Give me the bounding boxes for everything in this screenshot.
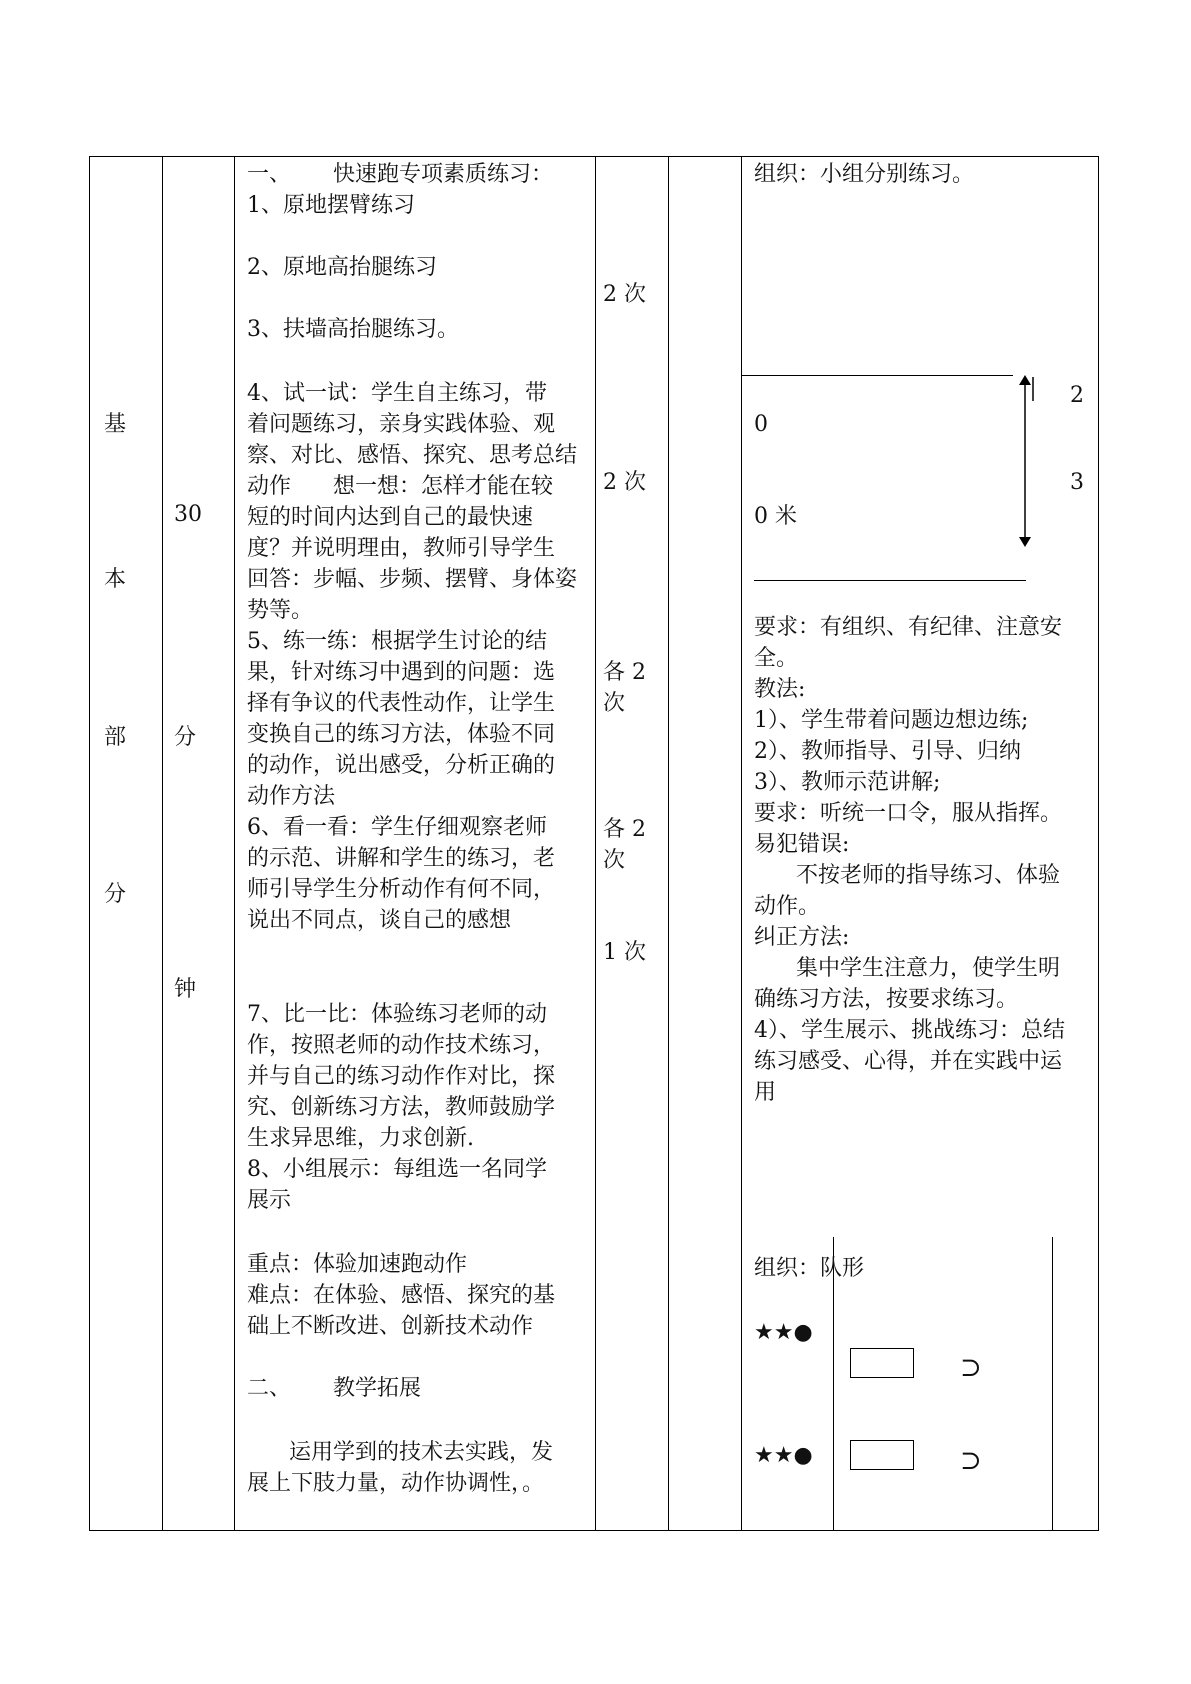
org-line: 要求：有组织、有纪律、注意安 [754, 615, 1063, 640]
content-line: 展示 [247, 1188, 292, 1213]
column-divider [234, 157, 235, 1530]
repeat-count: 2 次 [603, 470, 646, 495]
content-line: 2、原地高抬腿练习 [247, 255, 437, 280]
track-line [741, 375, 1013, 376]
content-line: 5、练一练：根据学生讨论的结 [247, 629, 547, 654]
org-line: 2）、教师指导、引导、归纳 [754, 739, 1021, 764]
distance-digit: 3 [1070, 470, 1084, 495]
content-line: 一、 快速跑专项素质练习： [247, 162, 553, 187]
chevron-right-icon: ⊃ [960, 1353, 982, 1383]
content-line: 师引导学生分析动作有何不同， [247, 877, 556, 902]
content-line: 度？并说明理由，教师引导学生 [247, 536, 556, 561]
org-line: 易犯错误: [754, 832, 850, 857]
track-line [754, 580, 1026, 581]
time-unit: 分 [174, 725, 197, 750]
content-line: 展上下肢力量，动作协调性，。 [247, 1471, 545, 1496]
section-char: 分 [104, 882, 127, 907]
org-line: 4）、学生展示、挑战练习：总结 [754, 1018, 1065, 1043]
org-line: 3）、教师示范讲解; [754, 770, 941, 795]
repeat-count: 次 [603, 691, 626, 716]
formation-label: 组织：队形 [754, 1256, 865, 1281]
org-line: 1）、学生带着问题边想边练; [754, 708, 1029, 733]
content-line: 7、比一比：体验练习老师的动 [247, 1002, 547, 1027]
org-line: 确练习方法，按要求练习。 [754, 987, 1019, 1012]
distance-digit: 2 [1070, 383, 1084, 408]
content-line: 难点：在体验、感悟、探究的基 [247, 1283, 556, 1308]
lane-line [1052, 1237, 1053, 1530]
org-line: 教法: [754, 677, 806, 702]
lesson-table [89, 156, 1099, 1531]
repeat-count: 2 次 [603, 282, 646, 307]
formation-row: ★★● [754, 1443, 813, 1468]
content-line: 回答：步幅、步频、摆臂、身体姿 [247, 567, 578, 592]
content-line: 的动作，说出感受，分析正确的 [247, 753, 556, 778]
time-value: 30 [174, 502, 202, 527]
column-divider [595, 157, 596, 1530]
content-line: 1、原地摆臂练习 [247, 193, 415, 218]
content-line: 果，针对练习中遇到的问题：选 [247, 660, 556, 685]
content-line: 作，按照老师的动作技术练习， [247, 1033, 556, 1058]
content-line: 势等。 [247, 598, 314, 623]
content-line: 8、小组展示：每组选一名同学 [247, 1157, 547, 1182]
time-unit: 钟 [174, 977, 197, 1002]
content-line: 察、对比、感悟、探究、思考总结 [247, 443, 578, 468]
org-line: 全。 [754, 646, 799, 671]
obstacle-rect [850, 1348, 914, 1378]
repeat-count: 各 2 [603, 660, 646, 685]
org-line: 要求：听统一口令，服从指挥。 [754, 801, 1063, 826]
org-line: 组织：小组分别练习。 [754, 162, 975, 187]
content-line: 重点：体验加速跑动作 [247, 1252, 468, 1277]
content-line: 4、试一试：学生自主练习，带 [247, 381, 547, 406]
formation-row: ★★● [754, 1320, 813, 1345]
content-line: 并与自己的练习动作作对比，探 [247, 1064, 556, 1089]
section-char: 本 [104, 567, 127, 592]
obstacle-rect [850, 1440, 914, 1470]
org-line: 动作。 [754, 894, 821, 919]
section-char: 部 [104, 725, 127, 750]
org-line: 练习感受、心得，并在实践中运 [754, 1049, 1063, 1074]
distance-digit: 0 [754, 412, 768, 437]
org-line: 不按老师的指导练习、体验 [754, 863, 1060, 888]
content-line: 二、 教学拓展 [247, 1376, 421, 1401]
chevron-right-icon: ⊃ [960, 1446, 982, 1476]
content-line: 究、创新练习方法，教师鼓励学 [247, 1095, 556, 1120]
content-line: 择有争议的代表性动作，让学生 [247, 691, 556, 716]
content-line: 动作方法 [247, 784, 336, 809]
org-line: 集中学生注意力，使学生明 [754, 956, 1060, 981]
org-line: 用 [754, 1080, 777, 1105]
column-divider [741, 157, 742, 1530]
distance-arrow-icon [1017, 373, 1047, 549]
repeat-count: 各 2 [603, 817, 646, 842]
content-line: 短的时间内达到自己的最快速 [247, 505, 534, 530]
org-line: 纠正方法: [754, 925, 850, 950]
repeat-count: 次 [603, 848, 626, 873]
content-line: 6、看一看：学生仔细观察老师 [247, 815, 547, 840]
content-line: 说出不同点，谈自己的感想 [247, 908, 512, 933]
content-line: 着问题练习，亲身实践体验、观 [247, 412, 556, 437]
column-divider [668, 157, 669, 1530]
content-line: 运用学到的技术去实践，发 [247, 1440, 553, 1465]
content-line: 3、扶墙高抬腿练习。 [247, 317, 459, 342]
content-line: 变换自己的练习方法，体验不同 [247, 722, 556, 747]
distance-label: 0 米 [754, 504, 797, 529]
column-divider [162, 157, 163, 1530]
content-line: 生求异思维，力求创新. [247, 1126, 474, 1151]
content-line: 动作 想一想：怎样才能在较 [247, 474, 553, 499]
section-char: 基 [104, 412, 127, 437]
content-line: 础上不断改进、创新技术动作 [247, 1314, 534, 1339]
repeat-count: 1 次 [603, 940, 646, 965]
content-line: 的示范、讲解和学生的练习，老 [247, 846, 556, 871]
